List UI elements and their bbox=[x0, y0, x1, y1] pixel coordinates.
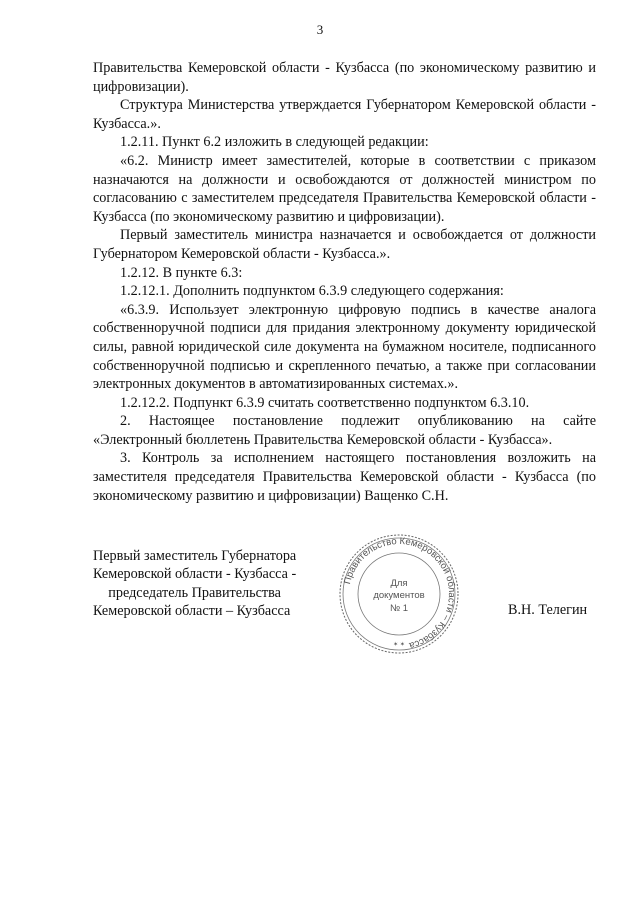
paragraph: Правительства Кемеровской области - Кузбасса (по экономическому развитию и цифровизации). bbox=[93, 60, 596, 95]
paragraph: 1.2.12.2. Подпункт 6.3.9 считать соответственно подпунктом 6.3.10. bbox=[120, 394, 530, 411]
paragraph: «6.2. Министр имеет заместителей, которые в соответствии с приказом назначаются на должности и освобождаются от должностей министром по согласованию с заместителем председателя Правительства Кемеровской области - Кузбасса (по экономическому развитию и цифровизации). bbox=[93, 152, 596, 225]
seal-ring-text-path: Правительство Кемеровской области – Кузбасса bbox=[342, 535, 458, 651]
signatory-title-line: Первый заместитель Губернатора bbox=[93, 548, 297, 564]
page-number: 3 bbox=[316, 22, 324, 37]
paragraph: Структура Министерства утверждается Губернатором Кемеровской области - Кузбасса.». bbox=[93, 97, 596, 132]
seal-center-line: № 1 bbox=[389, 603, 409, 614]
official-seal-stamp bbox=[337, 532, 461, 656]
signatory-title-line: Кемеровской области - Кузбасса - bbox=[93, 566, 297, 583]
paragraph: Первый заместитель министра назначается и освобождается от должности Губернатором Кемеровской области - Кузбасса.». bbox=[93, 227, 596, 262]
paragraph: 3. Контроль за исполнением настоящего постановления возложить на заместителя председателя Правительства Кемеровской области - Кузбасса (по экономическому развитию и цифровизации) Ващенко С.Н. bbox=[93, 450, 596, 504]
signatory-name: В.Н. Телегин bbox=[508, 602, 588, 618]
paragraph: 1.2.12. В пункте 6.3: bbox=[120, 264, 243, 281]
paragraph: «6.3.9. Использует электронную цифровую подпись в качестве аналога собственноручной подписи для придания электронному документу юридической силы, равной юридической силе документа на бумажном носителе, подписанного собственноручной подписью и скрепленного печатью, а также при согласовании электронных документов в автоматизированных системах.». bbox=[93, 301, 596, 393]
signatory-title-line: Кемеровской области – Кузбасса bbox=[93, 603, 291, 620]
seal-center-line: документов bbox=[373, 590, 425, 601]
paragraph: 2. Настоящее постановление подлежит опубликованию на сайте «Электронный бюллетень Правительства Кемеровской области - Кузбасса». bbox=[93, 413, 596, 448]
seal-stars: ✶ ✶ bbox=[393, 642, 405, 648]
signatory-title bbox=[93, 547, 296, 621]
paragraph: 1.2.11. Пункт 6.2 изложить в следующей редакции: bbox=[120, 134, 429, 151]
signatory-title-line: председатель Правительства bbox=[108, 584, 281, 601]
paragraph: 1.2.12.1. Дополнить подпунктом 6.3.9 следующего содержания: bbox=[120, 283, 504, 300]
seal-center-line: Для bbox=[390, 578, 408, 589]
document-body bbox=[93, 59, 596, 505]
